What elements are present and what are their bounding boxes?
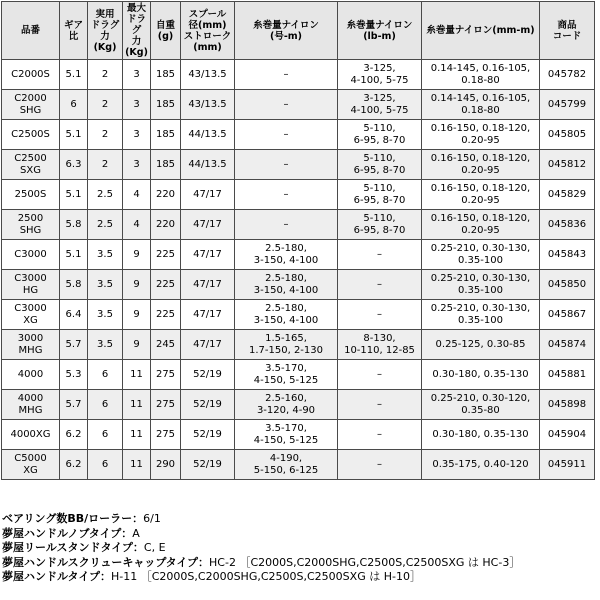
col-header-model: 品番: [2, 2, 60, 60]
note-line: [2, 541, 600, 556]
weight-cell: 275: [151, 360, 181, 390]
weight-cell: 225: [151, 300, 181, 330]
max-drag-cell: 11: [123, 450, 151, 480]
nylon-lb-cell: 8-130, 10-110, 12-85: [338, 330, 422, 360]
note-value: A: [132, 526, 140, 540]
max-drag-cell: 9: [123, 300, 151, 330]
col-header-weight: 自重 (g): [151, 2, 181, 60]
nylon-lb-cell: 5-110, 6-95, 8-70: [338, 150, 422, 180]
code-cell: 045850: [540, 270, 595, 300]
note-label: ベアリング数BB/ローラー：: [2, 512, 144, 525]
nylon-lb-cell: –: [338, 450, 422, 480]
model-cell: 2500S: [2, 180, 60, 210]
drag-cell: 2: [88, 120, 123, 150]
nylon-lb-cell: 3-125, 4-100, 5-75: [338, 60, 422, 90]
gear-ratio-cell: 6.2: [60, 450, 88, 480]
gear-ratio-cell: 6.3: [60, 150, 88, 180]
table-row: [2, 150, 595, 180]
spec-table: [1, 1, 595, 480]
max-drag-cell: 9: [123, 330, 151, 360]
model-cell: C2000 SHG: [2, 90, 60, 120]
max-drag-cell: 9: [123, 240, 151, 270]
drag-cell: 6: [88, 450, 123, 480]
max-drag-cell: 3: [123, 90, 151, 120]
spool-cell: 47/17: [181, 270, 235, 300]
model-cell: C3000 XG: [2, 300, 60, 330]
table-row: [2, 210, 595, 240]
nylon-lb-cell: 5-110, 6-95, 8-70: [338, 180, 422, 210]
spool-cell: 52/19: [181, 420, 235, 450]
nylon-lb-cell: 3-125, 4-100, 5-75: [338, 90, 422, 120]
drag-cell: 2: [88, 90, 123, 120]
table-row: [2, 420, 595, 450]
max-drag-cell: 11: [123, 360, 151, 390]
model-cell: C5000 XG: [2, 450, 60, 480]
code-cell: 045805: [540, 120, 595, 150]
drag-cell: 6: [88, 420, 123, 450]
model-cell: C2500 SXG: [2, 150, 60, 180]
code-cell: 045911: [540, 450, 595, 480]
nylon-mm-cell: 0.35-175, 0.40-120: [422, 450, 540, 480]
nylon-go-cell: 2.5-160, 3-120, 4-90: [235, 390, 338, 420]
gear-ratio-cell: 5.8: [60, 270, 88, 300]
nylon-mm-cell: 0.25-210, 0.30-130, 0.35-100: [422, 300, 540, 330]
nylon-mm-cell: 0.16-150, 0.18-120, 0.20-95: [422, 180, 540, 210]
gear-ratio-cell: 6: [60, 90, 88, 120]
gear-ratio-cell: 6.2: [60, 420, 88, 450]
table-row: [2, 270, 595, 300]
nylon-mm-cell: 0.14-145, 0.16-105, 0.18-80: [422, 60, 540, 90]
max-drag-cell: 9: [123, 270, 151, 300]
max-drag-cell: 11: [123, 390, 151, 420]
max-drag-cell: 4: [123, 180, 151, 210]
weight-cell: 220: [151, 210, 181, 240]
nylon-mm-cell: 0.30-180, 0.35-130: [422, 360, 540, 390]
note-label: 夢屋ハンドルノブタイプ：: [2, 526, 133, 540]
spool-cell: 43/13.5: [181, 60, 235, 90]
nylon-lb-cell: –: [338, 300, 422, 330]
model-cell: 4000 MHG: [2, 390, 60, 420]
col-header-spool: スプール 径(mm) ストローク (mm): [181, 2, 235, 60]
col-header-nylon-go: 糸巻量ナイロン (号-m): [235, 2, 338, 60]
nylon-mm-cell: 0.16-150, 0.18-120, 0.20-95: [422, 150, 540, 180]
spool-cell: 44/13.5: [181, 150, 235, 180]
code-cell: 045836: [540, 210, 595, 240]
note-value: C, E: [143, 541, 166, 554]
col-header-nylon-lb: 糸巻量ナイロン (lb-m): [338, 2, 422, 60]
code-cell: 045881: [540, 360, 595, 390]
drag-cell: 6: [88, 360, 123, 390]
model-cell: C2500S: [2, 120, 60, 150]
spec-notes: [2, 512, 600, 585]
code-cell: 045782: [540, 60, 595, 90]
nylon-go-cell: –: [235, 180, 338, 210]
table-row: [2, 120, 595, 150]
weight-cell: 225: [151, 240, 181, 270]
col-header-gear-ratio: ギア 比: [60, 2, 88, 60]
gear-ratio-cell: 5.3: [60, 360, 88, 390]
nylon-mm-cell: 0.16-150, 0.18-120, 0.20-95: [422, 120, 540, 150]
nylon-go-cell: 2.5-180, 3-150, 4-100: [235, 270, 338, 300]
table-row: [2, 90, 595, 120]
nylon-go-cell: –: [235, 60, 338, 90]
nylon-lb-cell: 5-110, 6-95, 8-70: [338, 210, 422, 240]
max-drag-cell: 3: [123, 60, 151, 90]
spool-cell: 47/17: [181, 330, 235, 360]
note-label: 夢屋ハンドルタイプ：: [2, 570, 112, 583]
table-row: [2, 390, 595, 420]
gear-ratio-cell: 5.1: [60, 240, 88, 270]
nylon-go-cell: 2.5-180, 3-150, 4-100: [235, 240, 338, 270]
weight-cell: 275: [151, 390, 181, 420]
nylon-lb-cell: –: [338, 270, 422, 300]
spool-cell: 47/17: [181, 210, 235, 240]
table-row: [2, 180, 595, 210]
drag-cell: 6: [88, 390, 123, 420]
weight-cell: 185: [151, 120, 181, 150]
spool-cell: 47/17: [181, 240, 235, 270]
spool-cell: 44/13.5: [181, 120, 235, 150]
code-cell: 045799: [540, 90, 595, 120]
nylon-mm-cell: 0.25-210, 0.30-120, 0.35-80: [422, 390, 540, 420]
drag-cell: 3.5: [88, 240, 123, 270]
note-line: [2, 527, 600, 542]
model-cell: 3000 MHG: [2, 330, 60, 360]
weight-cell: 290: [151, 450, 181, 480]
model-cell: C2000S: [2, 60, 60, 90]
table-row: [2, 60, 595, 90]
header-row: [2, 2, 595, 60]
model-cell: C3000: [2, 240, 60, 270]
col-header-max-drag: 最大 ドラグ 力 (Kg): [123, 2, 151, 60]
gear-ratio-cell: 6.4: [60, 300, 88, 330]
drag-cell: 3.5: [88, 270, 123, 300]
weight-cell: 225: [151, 270, 181, 300]
drag-cell: 2.5: [88, 210, 123, 240]
nylon-mm-cell: 0.30-180, 0.35-130: [422, 420, 540, 450]
code-cell: 045843: [540, 240, 595, 270]
nylon-go-cell: –: [235, 210, 338, 240]
table-row: [2, 450, 595, 480]
note-value: HC-2 ［C2000S,C2000SHG,C2500S,C2500SXG は HC-3］: [209, 555, 521, 569]
nylon-lb-cell: –: [338, 360, 422, 390]
nylon-go-cell: –: [235, 90, 338, 120]
nylon-mm-cell: 0.16-150, 0.18-120, 0.20-95: [422, 210, 540, 240]
gear-ratio-cell: 5.1: [60, 180, 88, 210]
code-cell: 045829: [540, 180, 595, 210]
weight-cell: 185: [151, 60, 181, 90]
nylon-mm-cell: 0.25-210, 0.30-130, 0.35-100: [422, 270, 540, 300]
spool-cell: 52/19: [181, 450, 235, 480]
note-line: [2, 512, 600, 527]
note-label: 夢屋リールスタンドタイプ：: [2, 541, 144, 554]
max-drag-cell: 3: [123, 150, 151, 180]
code-cell: 045867: [540, 300, 595, 330]
drag-cell: 3.5: [88, 330, 123, 360]
code-cell: 045812: [540, 150, 595, 180]
spool-cell: 47/17: [181, 180, 235, 210]
note-line: [2, 556, 600, 571]
col-header-drag: 実用 ドラグ 力(Kg): [88, 2, 123, 60]
table-row: [2, 300, 595, 330]
gear-ratio-cell: 5.1: [60, 60, 88, 90]
max-drag-cell: 11: [123, 420, 151, 450]
spool-cell: 47/17: [181, 300, 235, 330]
nylon-go-cell: 3.5-170, 4-150, 5-125: [235, 360, 338, 390]
weight-cell: 275: [151, 420, 181, 450]
col-header-nylon-mm: 糸巻量ナイロン(mm-m): [422, 2, 540, 60]
max-drag-cell: 4: [123, 210, 151, 240]
drag-cell: 3.5: [88, 300, 123, 330]
nylon-mm-cell: 0.25-210, 0.30-130, 0.35-100: [422, 240, 540, 270]
note-value: 6/1: [143, 512, 161, 525]
spool-cell: 52/19: [181, 390, 235, 420]
code-cell: 045898: [540, 390, 595, 420]
model-cell: C3000 HG: [2, 270, 60, 300]
code-cell: 045904: [540, 420, 595, 450]
model-cell: 2500 SHG: [2, 210, 60, 240]
weight-cell: 185: [151, 150, 181, 180]
col-header-code: 商品 コード: [540, 2, 595, 60]
gear-ratio-cell: 5.1: [60, 120, 88, 150]
table-row: [2, 360, 595, 390]
spool-cell: 52/19: [181, 360, 235, 390]
note-line: [2, 570, 600, 585]
model-cell: 4000XG: [2, 420, 60, 450]
weight-cell: 220: [151, 180, 181, 210]
nylon-go-cell: –: [235, 150, 338, 180]
nylon-lb-cell: 5-110, 6-95, 8-70: [338, 120, 422, 150]
nylon-go-cell: 2.5-180, 3-150, 4-100: [235, 300, 338, 330]
nylon-lb-cell: –: [338, 420, 422, 450]
gear-ratio-cell: 5.8: [60, 210, 88, 240]
nylon-go-cell: –: [235, 120, 338, 150]
drag-cell: 2: [88, 150, 123, 180]
note-value: H-11 ［C2000S,C2000SHG,C2500S,C2500SXG は H-10］: [111, 570, 421, 583]
nylon-lb-cell: –: [338, 390, 422, 420]
nylon-mm-cell: 0.14-145, 0.16-105, 0.18-80: [422, 90, 540, 120]
nylon-go-cell: 1.5-165, 1.7-150, 2-130: [235, 330, 338, 360]
weight-cell: 245: [151, 330, 181, 360]
note-label: 夢屋ハンドルスクリューキャップタイプ：: [2, 555, 210, 569]
table-row: [2, 330, 595, 360]
nylon-mm-cell: 0.25-125, 0.30-85: [422, 330, 540, 360]
gear-ratio-cell: 5.7: [60, 330, 88, 360]
nylon-lb-cell: –: [338, 240, 422, 270]
drag-cell: 2: [88, 60, 123, 90]
nylon-go-cell: 4-190, 5-150, 6-125: [235, 450, 338, 480]
spool-cell: 43/13.5: [181, 90, 235, 120]
drag-cell: 2.5: [88, 180, 123, 210]
max-drag-cell: 3: [123, 120, 151, 150]
table-row: [2, 240, 595, 270]
weight-cell: 185: [151, 90, 181, 120]
nylon-go-cell: 3.5-170, 4-150, 5-125: [235, 420, 338, 450]
gear-ratio-cell: 5.7: [60, 390, 88, 420]
model-cell: 4000: [2, 360, 60, 390]
code-cell: 045874: [540, 330, 595, 360]
